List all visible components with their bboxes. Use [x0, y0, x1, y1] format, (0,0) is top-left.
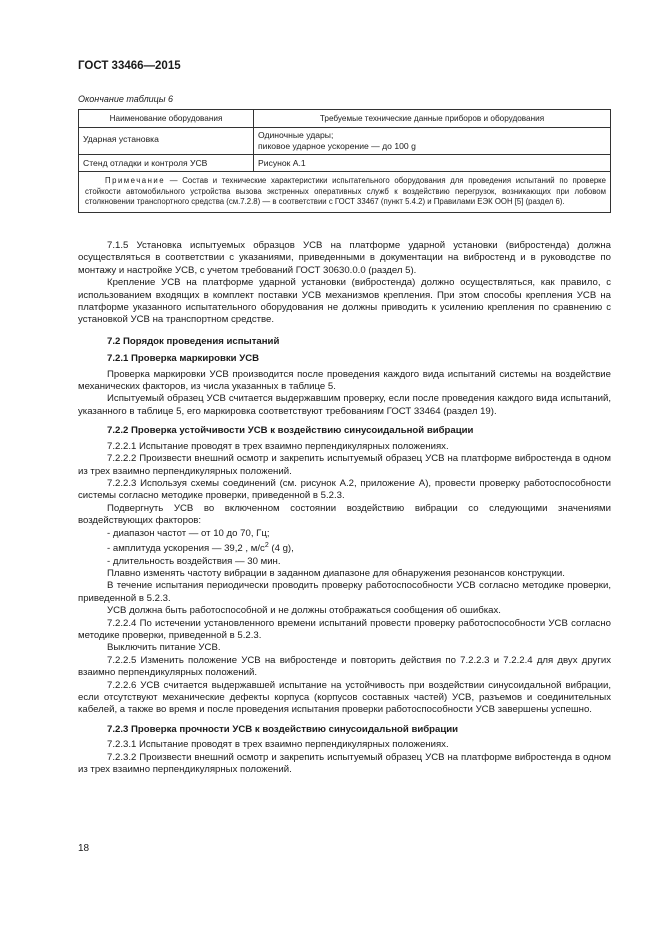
- paragraph: Плавно изменять частоту вибрации в заданном диапазоне для обнаружения резонансов конструкции.: [107, 567, 565, 579]
- paragraph: 7.1.5 Установка испытуемых образцов УСВ на платформе ударной установки (вибростенда) должна осуществляться в соответствии с указаниями, приведенными в документации на вибростенд и в руководстве по монтажу и настройке УСВ, с учетом требований ГОСТ 30630.0.0 (раздел 5).: [78, 240, 611, 276]
- list-item: - диапазон частот — от 10 до 70, Гц;: [107, 527, 270, 539]
- table-caption: Окончание таблицы 6: [78, 94, 173, 104]
- column-header-specs: Требуемые технические данные приборов и оборудования: [254, 110, 611, 128]
- table-cell-spec: [254, 155, 611, 172]
- spec-line: Рисунок А.1: [258, 158, 306, 168]
- page-number: 18: [78, 843, 90, 854]
- paragraph: Выключить питание УСВ.: [107, 642, 221, 654]
- list-item-text: - амплитуда ускорения — 39,2 , м/с: [107, 543, 265, 555]
- superscript: 2: [264, 541, 269, 549]
- paragraph: 7.2.3.2 Произвести внешний осмотр и закрепить испытуемый образец УСВ на платформе вибростенда в одном из трех взаимно перпендикулярных положений.: [78, 751, 611, 776]
- spec-line: Одиночные удары;: [258, 130, 334, 140]
- page-header-doc-id: ГОСТ 33466—2015: [78, 60, 181, 72]
- subsection-heading: 7.2.3 Проверка прочности УСВ к воздействию синусоидальной вибрации: [107, 723, 459, 735]
- note-label: Примечание: [105, 176, 166, 185]
- paragraph: 7.2.2.6 УСВ считается выдержавшей испытание на устойчивость при воздействии синусоидальной вибрации, если отсутствуют механические дефекты корпуса (корпусов составных частей) УСВ, разъемов и соединительных кабелей, а также во время и после проведения испытания проверки работоспособности УСВ завершены успешно.: [78, 679, 611, 716]
- paragraph: 7.2.2.5 Изменить положение УСВ на вибростенде и повторить действия по 7.2.2.3 и 7.2.2.4 для двух других взаимно перпендикулярных положений.: [78, 654, 611, 679]
- subsection-heading: 7.2.2 Проверка устойчивости УСВ к воздействию синусоидальной вибрации: [107, 425, 474, 437]
- list-item: - длительность воздействия — 30 мин.: [107, 555, 281, 567]
- paragraph: УСВ должна быть работоспособной и не должны отображаться сообщения об ошибках.: [107, 605, 501, 617]
- paragraph: Испытуемый образец УСВ считается выдержавшим проверку, если после проведения каждого вида испытаний, указанного в таблице 5, его маркировка соответствуют требованиям ГОСТ 33464 (раздел 19).: [78, 393, 611, 417]
- note-text: — Состав и технические характеристики испытательного оборудования для проведения испытаний по проверке стойкости автомобильного устройства вызова экстренных оперативных служб к воздействию перегрузок, возникающих при лобовом столкновении транспортного средства (см.7.2.8) — в соответствии с ГОСТ 33467 (пункт 5.4.2) и Правилами ЕЭК ООН [5] (раздел 6).: [85, 176, 606, 207]
- table-cell-spec: [254, 128, 611, 155]
- table-cell-name: Ударная установка: [79, 128, 254, 155]
- table-note-row: [79, 172, 611, 213]
- list-item-text: (4 g),: [268, 543, 294, 555]
- paragraph: 7.2.2.2 Произвести внешний осмотр и закрепить испытуемый образец УСВ на платформе вибростенда в одном из трех взаимно перпендикулярных положений.: [78, 453, 611, 477]
- paragraph: 7.2.3.1 Испытание проводят в трех взаимно перпендикулярных положениях.: [107, 739, 449, 751]
- table-row: [79, 155, 611, 172]
- paragraph: 7.2.2.4 По истечении установленного времени испытаний провести проверку работоспособности УСВ согласно методике проверки, приведенной в 5.2.3.: [78, 617, 611, 641]
- paragraph: В течение испытания периодически проводить проверку работоспособности УСВ согласно методике проверки, приведенной в 5.2.3.: [78, 580, 611, 604]
- equipment-table: [78, 109, 611, 213]
- spec-line: пиковое ударное ускорение — до 100 g: [258, 141, 416, 151]
- paragraph: 7.2.2.1 Испытание проводят в трех взаимно перпендикулярных положениях.: [107, 440, 449, 452]
- paragraph: 7.2.2.3 Используя схемы соединений (см. рисунок А.2, приложение А), провести проверку работоспособности системы согласно методике проверки, приведенной в 5.2.3.: [78, 477, 611, 502]
- paragraph: Подвергнуть УСВ во включенном состоянии воздействию вибрации со следующими значениями воздействующих факторов:: [78, 502, 611, 527]
- table-header-row: [79, 110, 611, 128]
- table-row: [79, 128, 611, 155]
- table-cell-name: Стенд отладки и контроля УСВ: [79, 155, 254, 172]
- section-heading: 7.2 Порядок проведения испытаний: [107, 335, 280, 347]
- document-body: [78, 240, 611, 776]
- subsection-heading: 7.2.1 Проверка маркировки УСВ: [107, 353, 260, 365]
- column-header-equipment: Наименование оборудования: [79, 110, 254, 128]
- list-item: [78, 540, 611, 556]
- table-note: [79, 172, 611, 213]
- paragraph: Крепление УСВ на платформе ударной установки (вибростенда) должно осуществляться, как правило, с использованием входящих в комплект поставки УСВ механизмов крепления. При этом способы крепления УСВ на платформе указанного испытательного оборудования не должны приводить к усилению крепления по сравнению с установкой УСВ на транспортном средстве.: [78, 277, 611, 326]
- paragraph: Проверка маркировки УСВ производится после проведения каждого вида испытаний системы на воздействие механических факторов, из числа указанных в таблице 5.: [78, 368, 611, 393]
